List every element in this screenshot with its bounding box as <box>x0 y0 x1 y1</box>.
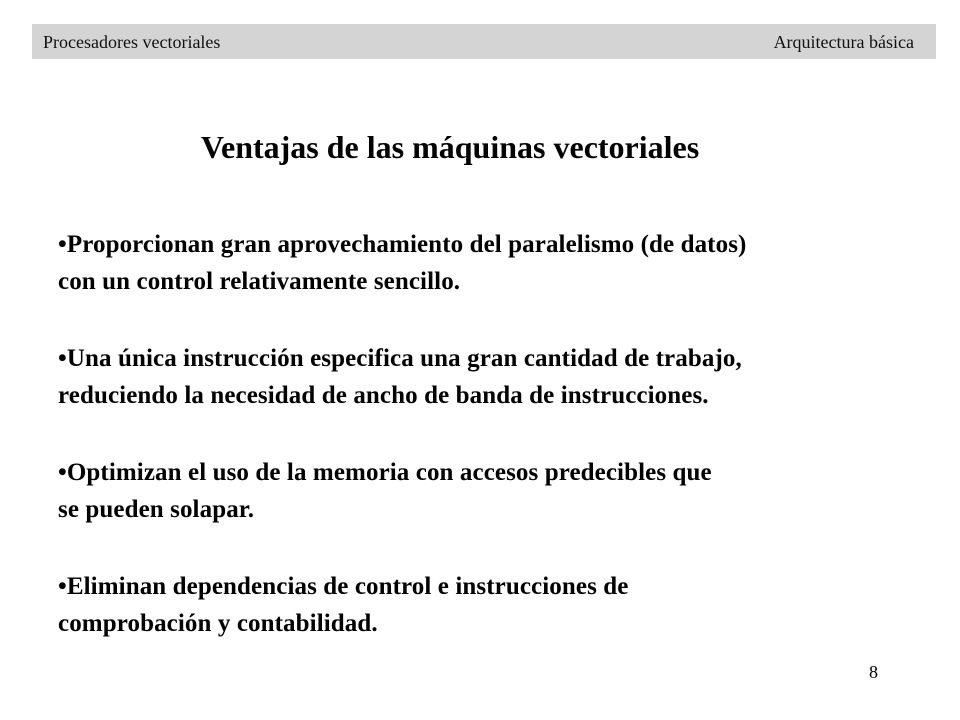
bullet-item <box>58 340 948 414</box>
bullet-line <box>58 568 948 605</box>
bullet-text: Una única instrucción especifica una gran cantidad de trabajo, <box>66 345 742 372</box>
bullet-text: Proporcionan gran aprovechamiento del paralelismo (de datos) <box>66 231 747 258</box>
bullet-line: comprobación y contabilidad. <box>58 610 378 637</box>
bullet-list <box>58 226 948 682</box>
bullet-line: se pueden solapar. <box>58 496 255 523</box>
bullet-line <box>58 340 948 377</box>
bullet-dot: • <box>58 345 67 372</box>
bullet-text: Optimizan el uso de la memoria con accesos predecibles que <box>66 459 712 486</box>
bullet-item <box>58 568 948 642</box>
bullet-text: Eliminan dependencias de control e instrucciones de <box>66 573 629 600</box>
bullet-line: reduciendo la necesidad de ancho de banda de instrucciones. <box>58 382 709 409</box>
bullet-line: con un control relativamente sencillo. <box>58 268 461 295</box>
slide-title: Ventajas de las máquinas vectoriales <box>200 129 700 165</box>
bullet-dot: • <box>58 231 67 258</box>
bullet-line <box>58 454 948 491</box>
bullet-item <box>58 226 948 300</box>
header-bar <box>32 24 936 59</box>
bullet-item <box>58 454 948 528</box>
bullet-line <box>58 226 948 263</box>
header-section-title: Procesadores vectoriales <box>43 32 221 52</box>
header-topic: Arquitectura básica <box>773 32 914 52</box>
bullet-dot: • <box>58 573 67 600</box>
page-number: 8 <box>869 662 878 682</box>
bullet-dot: • <box>58 459 67 486</box>
